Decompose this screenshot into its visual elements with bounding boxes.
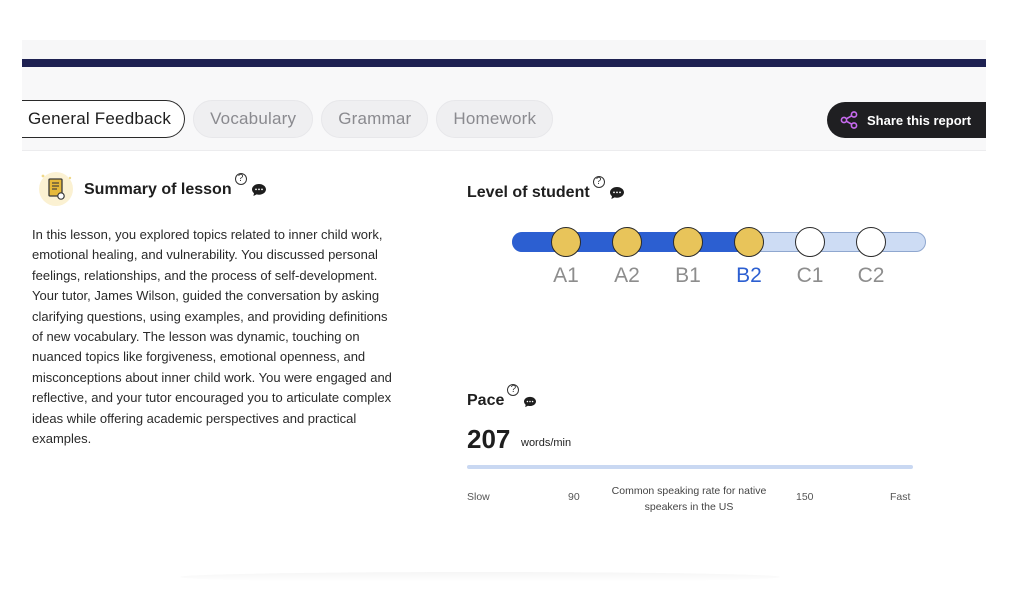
pace-title-row	[467, 384, 537, 410]
top-shade	[22, 40, 986, 60]
level-title-row	[467, 176, 625, 202]
header-bar	[22, 59, 986, 67]
level-dot-b1	[673, 227, 703, 257]
level-label-a1: A1	[553, 264, 579, 287]
pace-low-mark: 90	[568, 491, 580, 503]
share-report-label: Share this report	[867, 112, 972, 128]
level-label-c2: C2	[857, 264, 885, 287]
level-title: Level of student	[467, 184, 590, 201]
summary-text: In this lesson, you explored topics related to inner child work, emotional healing, and vulnerability. You discussed personal feelings, relationships, and the process of self-development. Your tutor, James Wilson, guided the conversation by asking clarifying questions, using examples, and providing definitions of new vocabulary. The lesson was dynamic, touching on nuanced topics like forgiveness, emotional openness, and misconceptions about inner child work. You were engaged and reflective, and your tutor encouraged you to articulate complex ideas while offering academic perspectives and practical examples.	[32, 227, 392, 447]
pace-common-rate-label: Common speaking rate for native speakers in the US	[611, 485, 767, 513]
summary-title: Summary of lesson	[84, 181, 232, 198]
report-tabs	[22, 100, 553, 138]
comment-icon[interactable]	[523, 396, 537, 408]
comment-icon[interactable]	[251, 183, 267, 197]
tab-homework[interactable]: Homework	[436, 100, 553, 138]
level-dot-a2	[612, 227, 642, 257]
level-label-b1: B1	[675, 264, 701, 287]
bottom-shadow	[180, 572, 780, 582]
level-dot-a1	[551, 227, 581, 257]
pace-slow-label: Slow	[467, 491, 490, 503]
pace-high-mark: 150	[796, 491, 814, 503]
pace-value: 207	[467, 424, 511, 454]
help-icon[interactable]: ?	[235, 173, 247, 185]
pace-scale-bar	[467, 465, 913, 469]
level-dot-c2	[856, 227, 886, 257]
help-icon[interactable]: ?	[507, 384, 519, 396]
level-label-b2: B2	[736, 264, 762, 287]
pace-unit: words/min	[521, 437, 572, 449]
comment-icon[interactable]	[609, 186, 625, 200]
tab-grammar[interactable]: Grammar	[321, 100, 428, 138]
lesson-document-icon	[36, 168, 76, 208]
pace-fast-label: Fast	[890, 491, 911, 503]
level-dot-c1	[795, 227, 825, 257]
tab-vocabulary[interactable]: Vocabulary	[193, 100, 313, 138]
level-label-c1: C1	[796, 264, 824, 287]
share-icon	[839, 110, 859, 130]
summary-title-row	[84, 173, 267, 199]
level-dot-b2	[734, 227, 764, 257]
tab-general-feedback[interactable]: General Feedback	[22, 100, 185, 138]
share-report-button[interactable]	[827, 102, 986, 138]
pace-title: Pace	[467, 392, 505, 409]
help-icon[interactable]: ?	[593, 176, 605, 188]
level-label-a2: A2	[614, 264, 640, 287]
